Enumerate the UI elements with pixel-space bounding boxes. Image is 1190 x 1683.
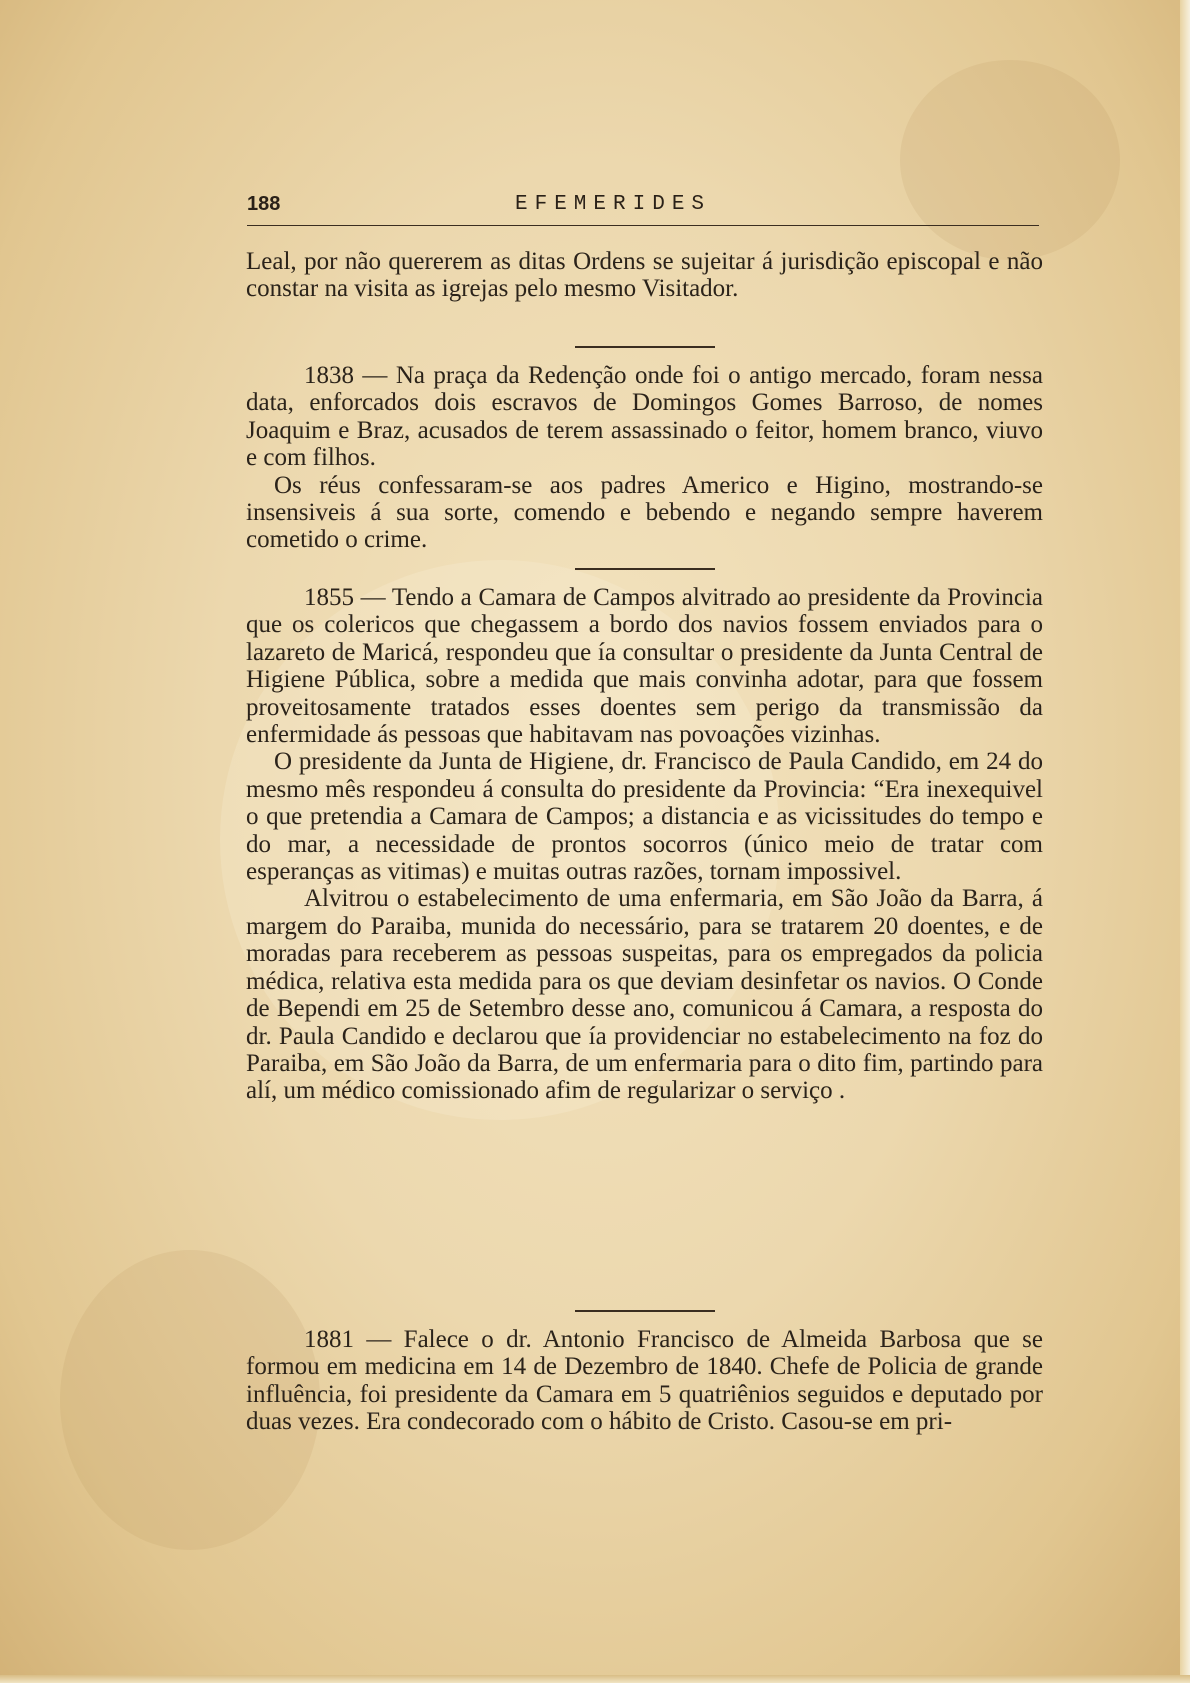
entry-1881 — [246, 1326, 1043, 1436]
entry-paragraph: 1881 — Falece o dr. Antonio Francisco de Almeida Barbosa que se formou em medicina em 14 de Dezembro de 1840. Chefe de Policia de grande influência, foi presidente da Camara em 5 quatriênios seguidos e deputado por duas vezes. Era condecorado com o hábito de Cristo. Casou-se em pri- — [246, 1326, 1043, 1436]
entry-paragraph: Alvitrou o estabelecimento de uma enfermaria, em São João da Barra, á margem do Paraiba, munida do necessário, para se tratarem 20 doentes, e de moradas para receberem as pessoas suspeitas, para os empregados da policia médica, relativa esta medida para os que deviam desinfetar os navios. O Conde de Bependi em 25 de Setembro desse ano, comunicou á Camara, a resposta do dr. Paula Candido e declarou que ía providenciar no estabelecimento na foz do Paraiba, em São João da Barra, de um enfermaria para o dito fim, partindo para alí, um médico comissionado afim de regularizar o serviço . — [246, 885, 1043, 1105]
page-edge — [1180, 0, 1190, 1683]
paper-stain — [900, 60, 1120, 260]
entry-paragraph: 1855 — Tendo a Camara de Campos alvitrado ao presidente da Provincia que os colericos que chegassem a bordo dos navios fossem enviados para o lazareto de Maricá, respondeu que ía consultar o presidente da Junta Central de Higiene Pública, sobre a medida que mais convinha adotar, para que fossem proveitosamente tratados esses doentes sem perigo da transmissão da enfermidade ás pessoas que habitavam nas povoações vizinhas. — [246, 584, 1043, 749]
running-title: EFEMERIDES — [515, 193, 712, 216]
section-divider — [575, 568, 715, 570]
entry-paragraph: Leal, por não quererem as ditas Ordens se sujeitar á jurisdição episcopal e não constar na visita as igrejas pelo mesmo Visitador. — [246, 248, 1043, 303]
entry-paragraph: O presidente da Junta de Higiene, dr. Francisco de Paula Candido, em 24 do mesmo mês respondeu á consulta do presidente da Provincia: “Era inexequivel o que pretendia a Camara de Campos; a distancia e as vicissitudes do tempo e do mar, a necessidade de prontos socorros (único meio de tratar com esperanças as vitimas) e muitas outras razões, tornam impossivel. — [246, 748, 1043, 886]
page-number: 188 — [247, 193, 281, 215]
entry-1838 — [246, 362, 1043, 554]
entry-continuation — [246, 248, 1043, 303]
entry-paragraph: Os réus confessaram-se aos padres Americo e Higino, mostrando-se insensiveis á sua sorte, comendo e bebendo e negando sempre haverem cometido o crime. — [246, 471, 1043, 554]
page-header — [247, 193, 1039, 226]
section-divider — [575, 1310, 715, 1312]
entry-1855 — [246, 584, 1043, 1105]
page-edge — [0, 1675, 1190, 1683]
section-divider — [575, 346, 715, 348]
entry-paragraph: 1838 — Na praça da Redenção onde foi o antigo mercado, foram nessa data, enforcados dois escravos de Domingos Gomes Barroso, de nomes Joaquim e Braz, acusados de terem assassinado o feitor, homem branco, viuvo e com filhos. — [246, 362, 1043, 472]
